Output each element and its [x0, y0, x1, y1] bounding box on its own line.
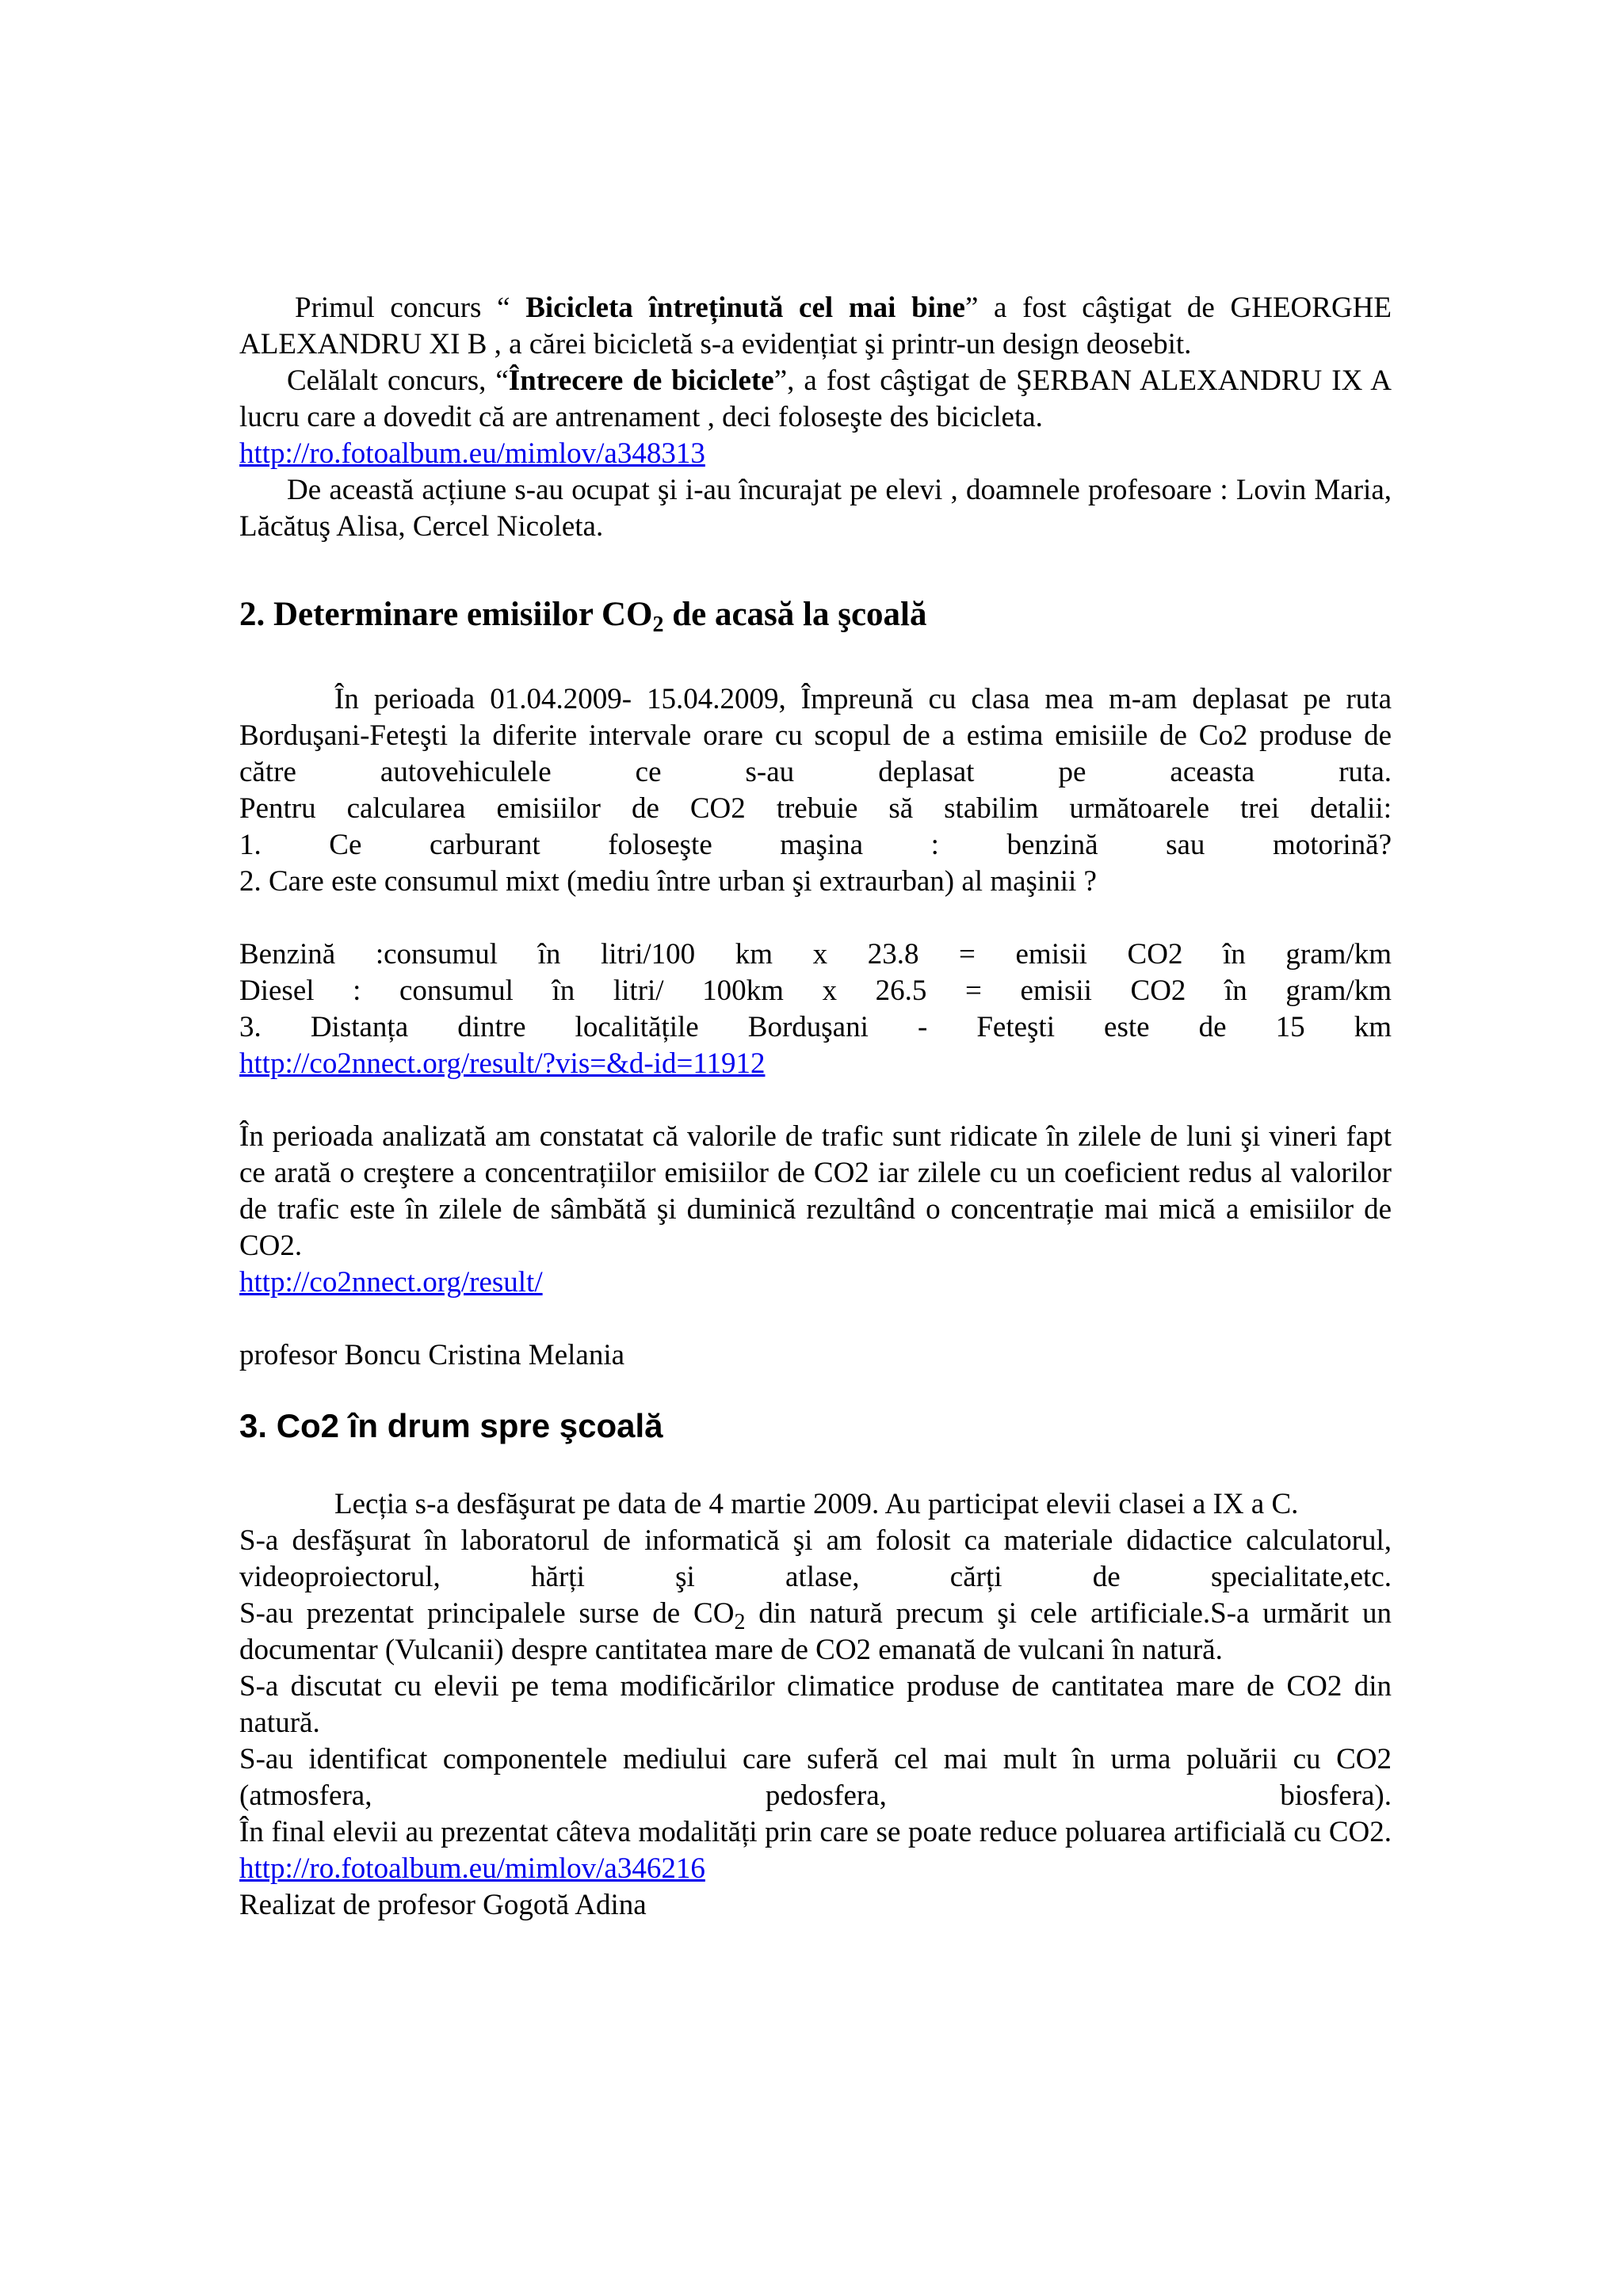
link-line [239, 1046, 1392, 1082]
heading-text: 2. Determinare emisiilor CO [239, 596, 653, 633]
bold-text: Bicicleta întreținută cel mai bine [525, 292, 965, 324]
paragraph-components: S-au identificat componentele mediului care suferă cel mai mult în urma poluării cu CO2 (atmosfera, pedosfera, biosfera). [239, 1743, 1392, 1812]
link-line [239, 436, 1392, 472]
spacer [239, 900, 1392, 936]
paragraph-organizers: De această acțiune s-au ocupat şi i-au încurajat pe elevi , doamnele profesoare : Lovin Maria, Lăcătuş Alisa, Cercel Nicoleta. [239, 474, 1392, 543]
signature-boncu: profesor Boncu Cristina Melania [239, 1339, 625, 1371]
document-content [239, 290, 1392, 1924]
section-3-heading: 3. Co2 în drum spre şcoală [239, 1407, 663, 1444]
formula-diesel: Diesel : consumul în litri/ 100km x 26.5 = emisii CO2 în gram/km [239, 974, 1392, 1007]
text: din natură precum şi cele artificiale.S-a urmărit un documentar (Vulcanii) despre cantitatea mare de CO2 emanată de vulcani în natură. [239, 1597, 1392, 1666]
paragraph-final: În final elevii au prezentat câteva modalități prin care se poate reduce poluarea artificială cu CO2. [239, 1816, 1392, 1848]
text: ” a fost câştigat de GHEORGHE ALEXANDRU XI B , a cărei bicicletă s-a evidențiat şi printr-un design deosebit. [239, 292, 1392, 360]
paragraph-contest-2 [239, 363, 1392, 436]
text: Primul concurs “ [295, 292, 526, 324]
link-line [239, 1264, 1392, 1301]
text: Celălalt concurs, “ [287, 364, 509, 397]
list-item-1: 1. Ce carburant foloseşte maşina : benzină sau motorină? [239, 829, 1392, 861]
paragraph-lab: S-a desfăşurat în laboratorul de informatică şi am folosit ca materiale didactice calculatorul, videoproiectorul, hărți şi atlase, cărți de specialitate,etc. [239, 1524, 1392, 1593]
photo-album-link-1[interactable]: http://ro.fotoalbum.eu/mimlov/a348313 [239, 437, 705, 470]
paragraph-discussion: S-a discutat cu elevii pe tema modificărilor climatice produse de cantitatea mare de CO2 din natură. [239, 1670, 1392, 1739]
text: S-au prezentat principalele surse de CO [239, 1597, 735, 1630]
co2nnect-result-link-1[interactable]: http://co2nnect.org/result/?vis=&d-id=11912 [239, 1047, 766, 1080]
signature-gogota: Realizat de profesor Gogotă Adina [239, 1889, 647, 1921]
co2nnect-result-link-2[interactable]: http://co2nnect.org/result/ [239, 1266, 543, 1299]
link-line [239, 1851, 1392, 1887]
subscript: 2 [652, 612, 664, 637]
list-item-2: 2. Care este consumul mixt (mediu între urban şi extraurban) al maşinii ? [239, 865, 1097, 898]
photo-album-link-2[interactable]: http://ro.fotoalbum.eu/mimlov/a346216 [239, 1852, 705, 1885]
paragraph-sources [239, 1596, 1392, 1669]
heading-text: de acasă la şcoală [663, 596, 927, 633]
paragraph-analysis: În perioada analizată am constatat că valorile de trafic sunt ridicate în zilele de luni şi vineri fapt ce arată o creştere a concentrațiilor emisiilor de CO2 iar zilele cu un coeficient redus al valorilor de trafic este în zilele de sâmbătă şi duminică rezultând o concentrație mai mică a emisiilor de CO2. [239, 1120, 1392, 1262]
paragraph-criteria: Pentru calcularea emisiilor de CO2 trebuie să stabilim următoarele trei detalii: [239, 792, 1392, 825]
paragraph-lesson-date: Lecția s-a desfăşurat pe data de 4 martie 2009. Au participat elevii clasei a IX a C. [334, 1488, 1299, 1520]
subscript: 2 [734, 1610, 746, 1634]
spacer [239, 1301, 1392, 1337]
text: ”, a fost câştigat de ŞERBAN ALEXANDRU IX A lucru care a dovedit că are antrenament , deci foloseşte des bicicleta. [239, 364, 1392, 433]
spacer [239, 1082, 1392, 1119]
paragraph-period: În perioada 01.04.2009- 15.04.2009, Împreună cu clasa mea m-am deplasat pe ruta Borduşani-Feteşti la diferite intervale orare cu scopul de a estima emisiile de Co2 produse de către autovehiculele ce s-au deplasat pe aceasta ruta. [239, 683, 1392, 788]
formula-benzina: Benzină :consumul în litri/100 km x 23.8 = emisii CO2 în gram/km [239, 938, 1392, 971]
bold-text: Întrecere de biciclete [508, 364, 774, 397]
section-2-heading [239, 594, 1392, 635]
list-item-3: 3. Distanța dintre localitățile Borduşani - Feteşti este de 15 km [239, 1011, 1392, 1043]
paragraph-contest-1 [239, 290, 1392, 363]
